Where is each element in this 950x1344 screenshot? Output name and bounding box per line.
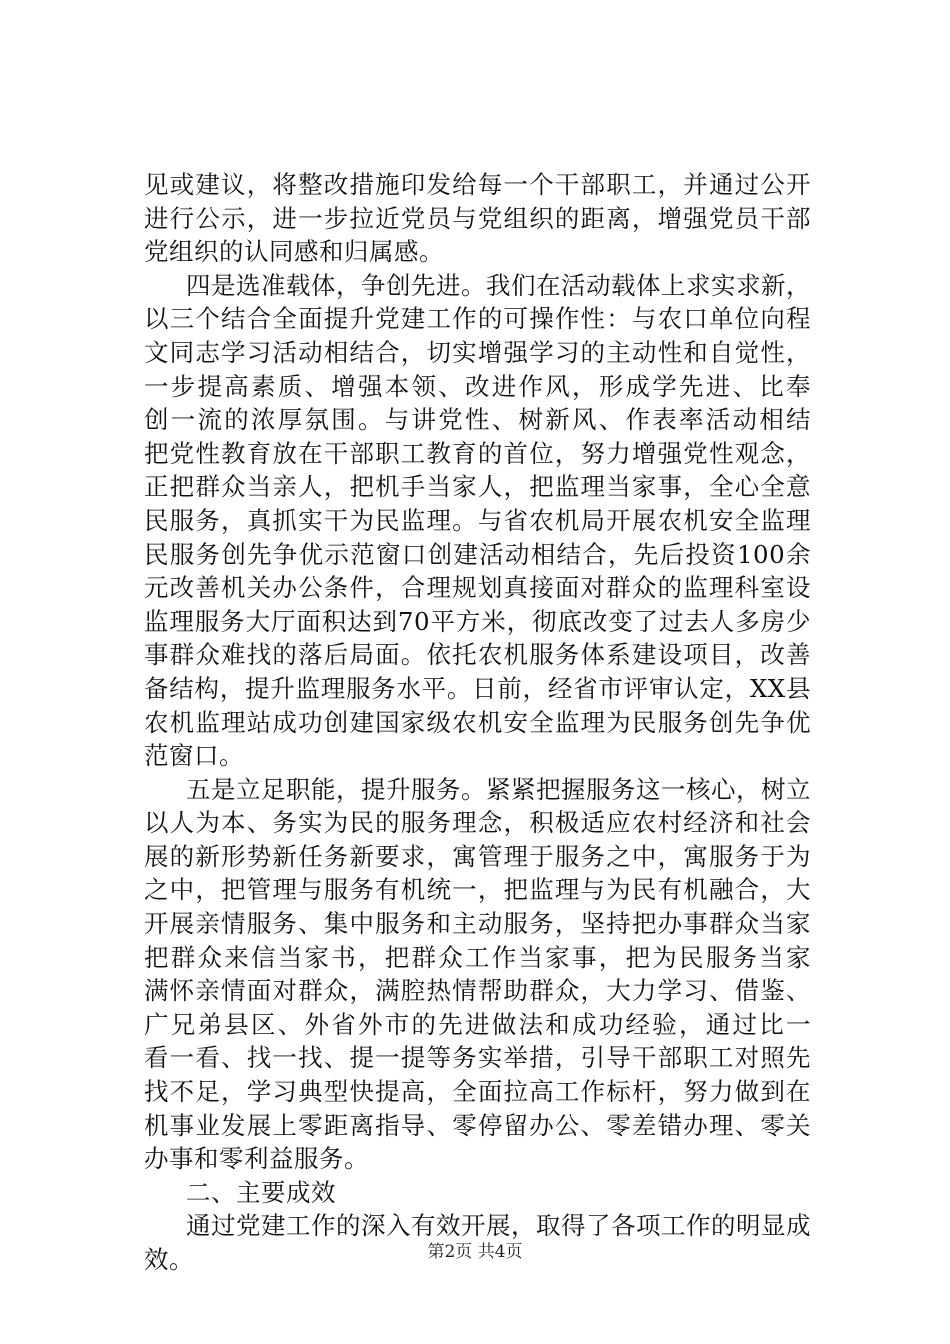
text-line: 正把群众当亲人，把机手当家人，把监理当家事，全心全意 bbox=[144, 472, 811, 502]
text-line: 通过党建工作的深入有效开展，取得了各项工作的明显成 bbox=[186, 1211, 811, 1241]
text-line: 党组织的认同感和归属感。 bbox=[144, 237, 444, 267]
text-line: 民服务创先争优示范窗口创建活动相结合，先后投资100余 bbox=[144, 539, 811, 569]
text-line: 备结构，提升监理服务水平。日前，经省市评审认定，XX县 bbox=[144, 673, 811, 703]
text-line: 展的新形势新任务新要求，寓管理于服务之中，寓服务于为 bbox=[144, 841, 811, 871]
text-line: 见或建议，将整改措施印发给每一个干部职工，并通过公开 bbox=[144, 170, 811, 199]
text-line: 以人为本、务实为民的服务理念，积极适应农村经济和社会 bbox=[144, 808, 811, 838]
text-line: 民服务，真抓实干为民监理。与省农机局开展农机安全监理 bbox=[144, 505, 811, 535]
text-line: 四是选准载体，争创先进。我们在活动载体上求实求新， bbox=[186, 270, 811, 300]
text-line: 把党性教育放在干部职工教育的首位，努力增强党性观念， bbox=[144, 438, 811, 468]
text-line: 看一看、找一找、提一提等务实举措，引导干部职工对照先 bbox=[144, 1043, 811, 1073]
text-line: 一步提高素质、增强本领、改进作风，形成学先进、比奉 bbox=[144, 371, 811, 401]
text-line: 监理服务大厅面积达到70平方米，彻底改变了过去人多房少 bbox=[144, 606, 811, 636]
document-body bbox=[144, 168, 811, 1277]
text-line: 农机监理站成功创建国家级农机安全监理为民服务创先争优 bbox=[144, 707, 811, 737]
page-footer: 第2页 共4页 bbox=[427, 1242, 523, 1262]
text-line: 机事业发展上零距离指导、零停留办公、零差错办理、零关 bbox=[144, 1110, 811, 1140]
text-line: 把群众来信当家书，把群众工作当家事，把为民服务当家 bbox=[144, 942, 811, 972]
text-line: 办事和零利益服务。 bbox=[144, 1144, 369, 1174]
text-line: 效。 bbox=[144, 1245, 194, 1274]
text-line: 二、主要成效 bbox=[186, 1177, 336, 1207]
text-line: 满怀亲情面对群众，满腔热情帮助群众，大力学习、借鉴、 bbox=[144, 976, 811, 1006]
text-line: 五是立足职能，提升服务。紧紧把握服务这一核心，树立 bbox=[186, 774, 811, 804]
text-line: 事群众难找的落后局面。依托农机服务体系建设项目，改善 bbox=[144, 640, 811, 670]
text-line: 范窗口。 bbox=[144, 741, 244, 771]
text-line: 找不足，学习典型快提高，全面拉高工作标杆，努力做到在 bbox=[144, 1077, 811, 1107]
text-line: 以三个结合全面提升党建工作的可操作性：与农口单位向程 bbox=[144, 304, 811, 334]
text-line: 元改善机关办公条件，合理规划真接面对群众的监理科室设 bbox=[144, 573, 811, 603]
text-line: 广兄弟县区、外省外市的先进做法和成功经验，通过比一 bbox=[144, 1009, 811, 1039]
text-line: 创一流的浓厚氛围。与讲党性、树新风、作表率活动相结 bbox=[144, 405, 811, 435]
text-line: 进行公示，进一步拉近党员与党组织的距离，增强党员干部 bbox=[144, 203, 811, 233]
text-line: 开展亲情服务、集中服务和主动服务，坚持把办事群众当家 bbox=[144, 909, 811, 939]
text-line: 文同志学习活动相结合，切实增强学习的主动性和自觉性， bbox=[144, 337, 811, 367]
text-line: 之中，把管理与服务有机统一，把监理与为民有机融合，大 bbox=[144, 875, 811, 905]
